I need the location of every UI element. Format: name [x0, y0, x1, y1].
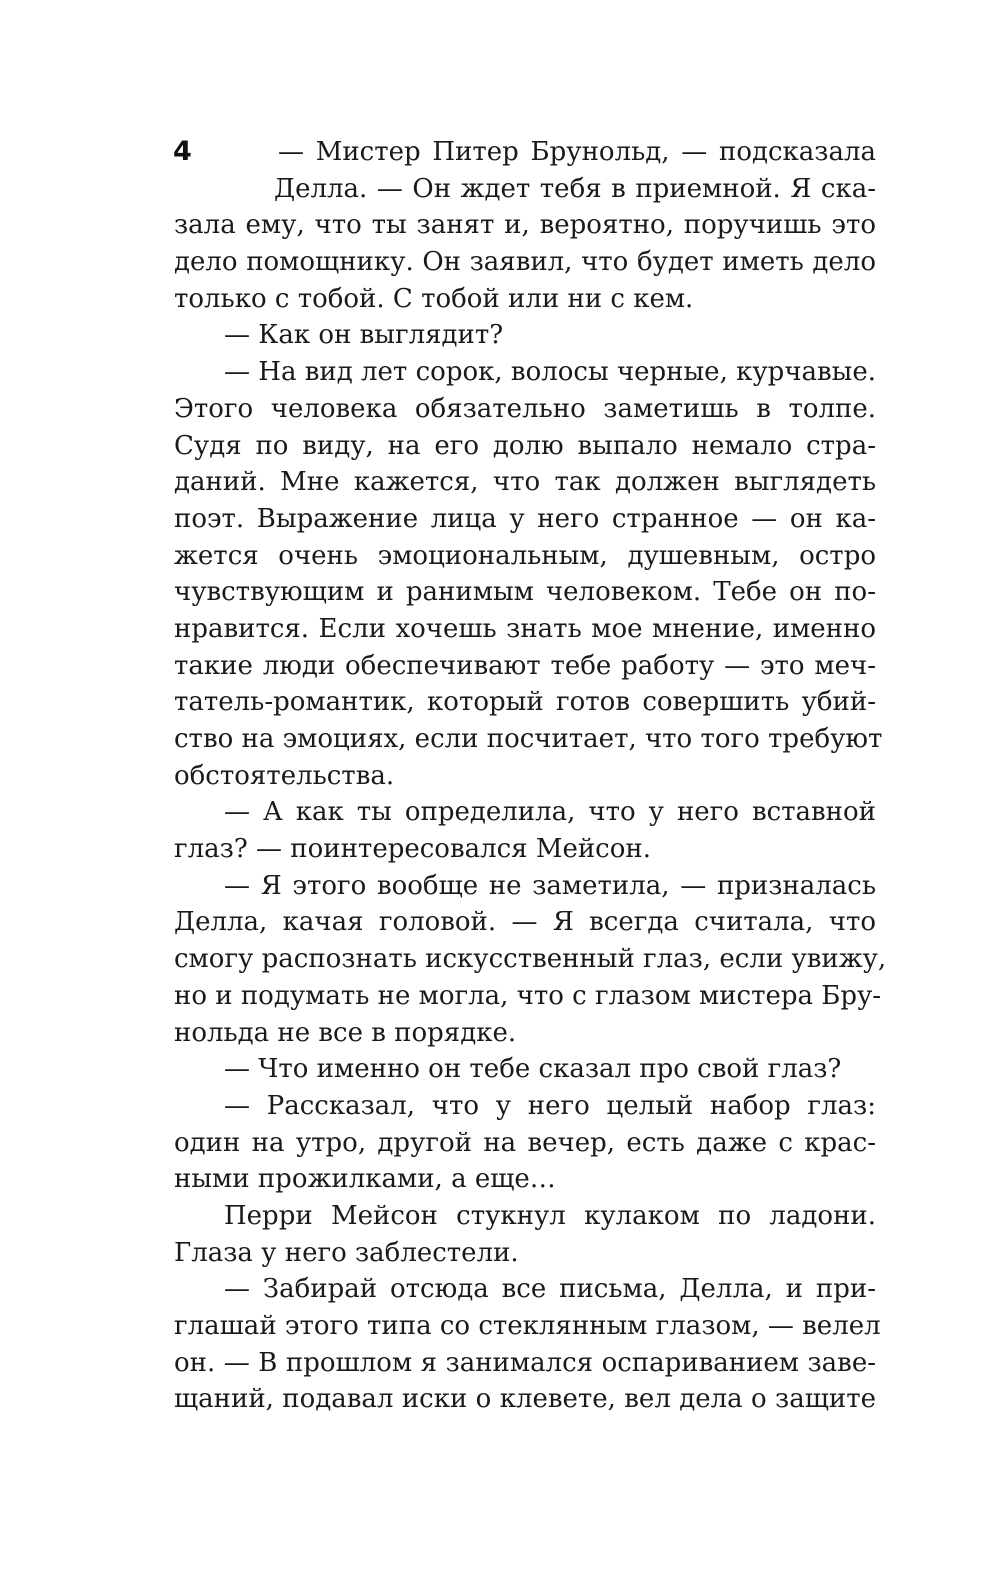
text-line: — Я этого вообще не заметила, — призналась: [224, 870, 876, 901]
text-line: только с тобой. С тобой или ни с кем.: [174, 283, 694, 314]
text-line: дело помощнику. Он заявил, что будет иметь дело: [174, 247, 876, 278]
text-line: — Забирай отсюда все письма, Делла, и при-: [224, 1274, 876, 1305]
text-line: жется очень эмоциональным, душевным, остро: [174, 540, 876, 571]
text-line: даний. Мне кажется, что так должен выглядеть: [174, 467, 876, 498]
text-line: Делла. — Он ждет тебя в приемной. Я ска-: [274, 173, 876, 204]
text-line: глаз? — поинтересовался Мейсон.: [174, 834, 651, 865]
text-line: поэт. Выражение лица у него странное — он ка-: [174, 503, 876, 534]
text-line: — Что именно он тебе сказал про свой глаз?: [224, 1054, 842, 1085]
text-line: обстоятельства.: [174, 760, 395, 791]
text-line: смогу распознать искусственный глаз, если увижу,: [174, 944, 887, 975]
text-line: но и подумать не могла, что с глазом мистера Бру-: [174, 980, 882, 1011]
text-line: татель-романтик, который готов совершить убий-: [174, 687, 876, 718]
text-line: нольда не все в порядке.: [174, 1017, 517, 1048]
text-line: — А как ты определила, что у него вставной: [224, 797, 876, 828]
text-line: Судя по виду, на его долю выпало немало стра-: [174, 430, 876, 461]
text-line: ными прожилками, а еще…: [174, 1164, 556, 1195]
text-line: глашай этого типа со стеклянным глазом, — велел: [174, 1311, 881, 1341]
text-line: чувствующим и ранимым человеком. Тебе он по-: [174, 577, 876, 608]
text-line: один на утро, другой на вечер, есть даже с крас-: [174, 1127, 876, 1158]
text-line: зала ему, что ты занят и, вероятно, поручишь это: [174, 210, 876, 241]
text-line: — Как он выглядит?: [224, 320, 504, 351]
text-line: такие люди обеспечивают тебе работу — это меч-: [174, 650, 876, 681]
text-line: Этого человека обязательно заметишь в толпе.: [174, 393, 876, 424]
text-line: щаний, подавал иски о клевете, вел дела о защите: [174, 1384, 876, 1415]
text-line: он. — В прошлом я занимался оспариванием заве-: [174, 1347, 876, 1378]
text-line: Перри Мейсон стукнул кулаком по ладони.: [224, 1200, 876, 1231]
text-line: Делла, качая головой. — Я всегда считала, что: [174, 907, 876, 938]
body-text: [174, 134, 887, 1418]
text-line: — Рассказал, что у него целый набор глаз:: [224, 1090, 876, 1121]
page-number: 4: [173, 136, 192, 167]
text-line: ство на эмоциях, если посчитает, что того требуют: [174, 724, 883, 754]
text-line: Глаза у него заблестели.: [174, 1237, 519, 1268]
text-line: нравится. Если хочешь знать мое мнение, именно: [174, 613, 876, 644]
text-line: — На вид лет сорок, волосы черные, курчавые.: [224, 357, 876, 388]
text-line: — Мистер Питер Брунольд, — подсказала: [278, 137, 876, 167]
